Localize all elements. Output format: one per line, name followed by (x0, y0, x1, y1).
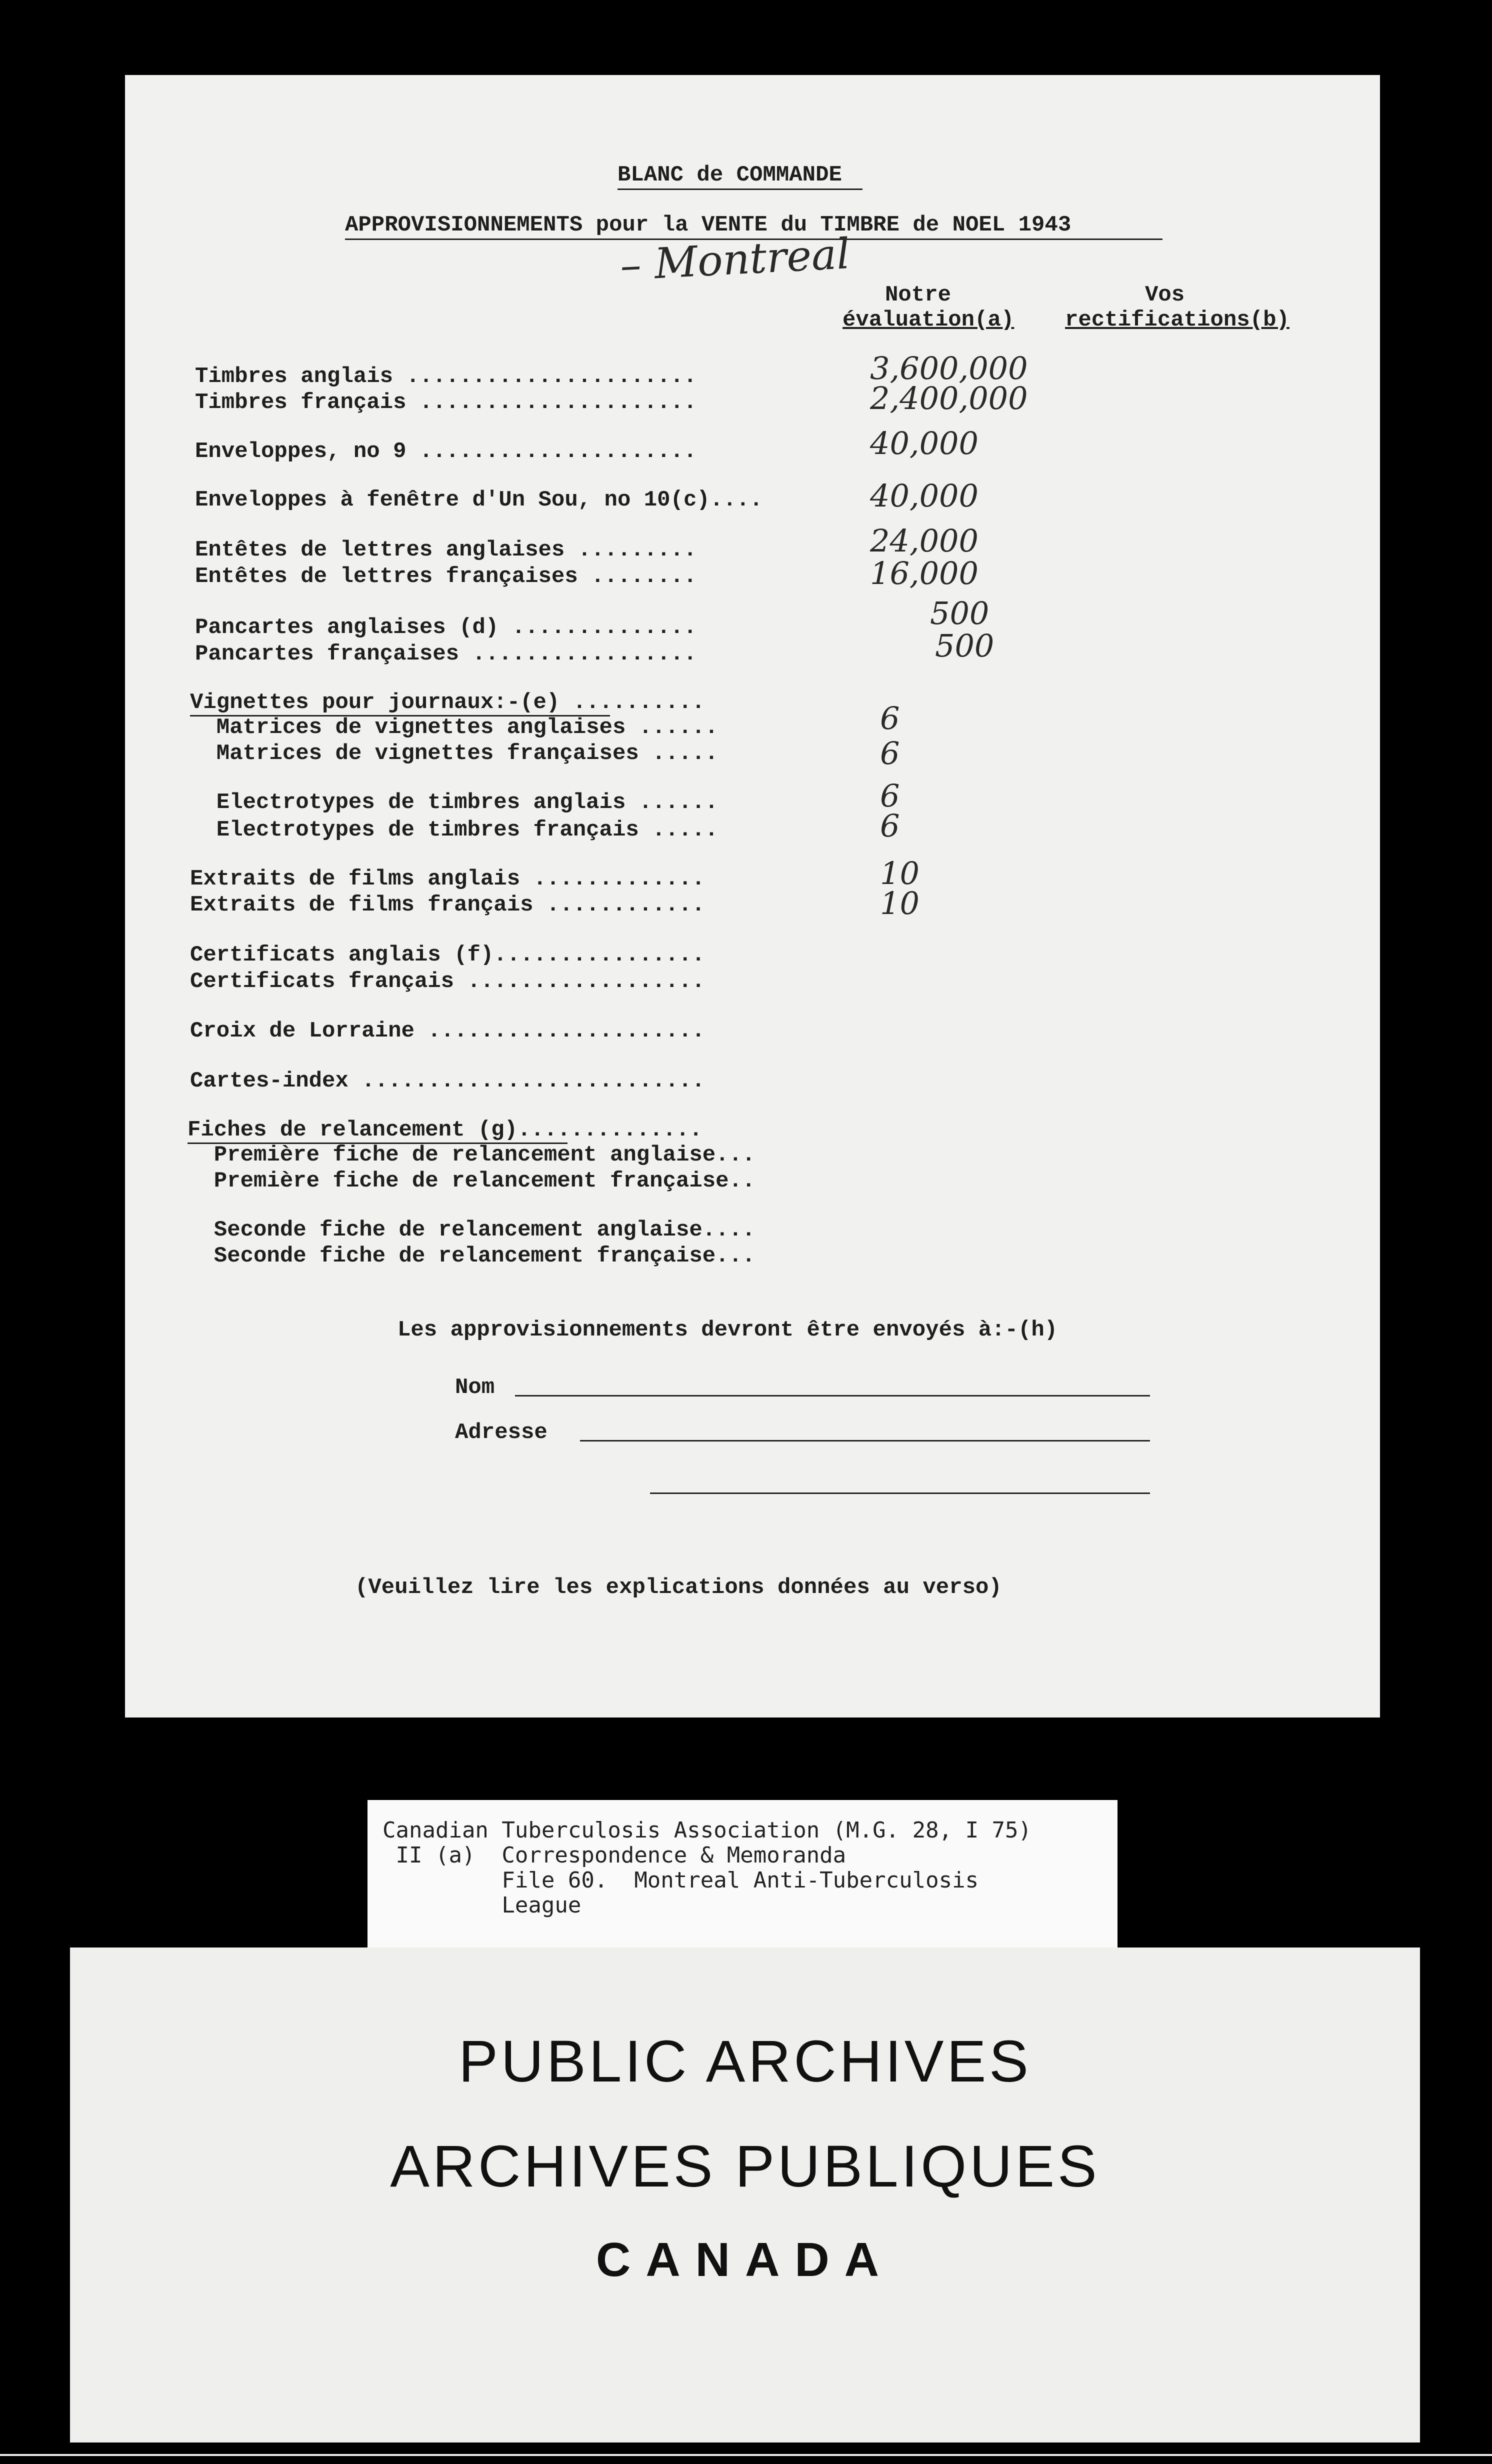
item-value: 6 (880, 778, 900, 814)
document-page (125, 75, 1380, 1718)
nom-label: Nom (455, 1375, 495, 1400)
item-value: 3,600,000 (870, 350, 1028, 386)
item-label: Seconde fiche de relancement anglaise.... (188, 1218, 756, 1242)
item-value: 40,000 (870, 478, 978, 514)
footer-note: (Veuillez lire les explications données au verso) (355, 1575, 1002, 1600)
item-label: Pancartes françaises ................. (195, 642, 697, 666)
item-value: 6 (880, 735, 900, 772)
item-value: 2,400,000 (870, 380, 1028, 416)
item-label: Fiches de relancement (g).............. (188, 1118, 702, 1142)
item-label: Pancartes anglaises (d) .............. (195, 615, 697, 640)
item-label: Certificats anglais (f)................ (190, 942, 705, 968)
adresse-line[interactable] (580, 1440, 1150, 1442)
item-label: Seconde fiche de relancement française... (188, 1244, 756, 1268)
item-label: Première fiche de relancement anglaise... (188, 1142, 756, 1168)
item-value: 6 (880, 808, 900, 844)
item-value: 24,000 (870, 522, 978, 559)
archive-label-card (368, 1800, 1118, 1950)
item-label: Entêtes de lettres françaises ........ (195, 564, 697, 589)
form-subtitle: APPROVISIONNEMENTS pour la VENTE du TIMBRE de NOEL 1943 (345, 212, 1072, 238)
col-vos-line2: rectifications(b) (1065, 308, 1290, 332)
banner-line2: ARCHIVES PUBLIQUES (390, 2134, 1100, 2200)
nom-line[interactable] (515, 1395, 1150, 1396)
item-value: 40,000 (870, 425, 978, 462)
item-label: Electrotypes de timbres français ..... (190, 818, 718, 842)
item-label: Extraits de films français ............ (190, 892, 705, 918)
banner-line1: PUBLIC ARCHIVES (458, 2028, 1032, 2094)
item-label: Extraits de films anglais ............. (190, 866, 705, 892)
form-title: BLANC de COMMANDE (618, 162, 842, 188)
archive-label-line: League (382, 1892, 582, 1918)
item-label: Cartes-index .......................... (190, 1068, 705, 1094)
col-notre-line2: évaluation(a) (842, 308, 1014, 332)
item-label: Timbres français ..................... (195, 390, 697, 415)
shipping-label: Les approvisionnements devront être envoyés à:-(h) (398, 1318, 1058, 1342)
item-value: 500 (930, 595, 990, 632)
banner-line3: CANADA (596, 2233, 894, 2286)
archive-label-line: Canadian Tuberculosis Association (M.G. 28, I 75) (382, 1818, 1032, 1843)
title-underline (618, 188, 862, 190)
item-label: Enveloppes à fenêtre d'Un Sou, no 10(c).... (195, 488, 763, 512)
item-label: Vignettes pour journaux:-(e) .......... (190, 690, 705, 715)
item-label: Enveloppes, no 9 ..................... (195, 439, 697, 464)
item-label: Matrices de vignettes anglaises ...... (190, 715, 718, 740)
item-label: Entêtes de lettres anglaises ......... (195, 538, 697, 562)
item-value: 6 (880, 700, 900, 736)
archives-banner (70, 1948, 1420, 2442)
col-vos-line1: Vos (1145, 282, 1185, 308)
item-value: 16,000 (870, 555, 978, 592)
item-label: Matrices de vignettes françaises ..... (190, 741, 718, 766)
archive-label-line: II (a) Correspondence & Memoranda (382, 1842, 846, 1868)
adresse-label: Adresse (455, 1420, 548, 1445)
bottom-border-line (0, 2454, 1492, 2456)
item-value: 500 (935, 628, 994, 664)
city-handwritten: – Montreal (618, 229, 852, 290)
item-label: Première fiche de relancement française.. (188, 1168, 756, 1194)
col-notre-line1: Notre (885, 282, 952, 308)
archive-label-line: File 60. Montreal Anti-Tuberculosis (382, 1868, 979, 1893)
item-value: 10 (880, 885, 920, 922)
item-label: Croix de Lorraine ..................... (190, 1018, 705, 1044)
item-value: 10 (880, 855, 920, 892)
item-label: Certificats français .................. (190, 969, 705, 994)
item-label: Timbres anglais ...................... (195, 364, 697, 389)
item-label: Electrotypes de timbres anglais ...... (190, 790, 718, 815)
adresse-line-2[interactable] (650, 1492, 1150, 1494)
